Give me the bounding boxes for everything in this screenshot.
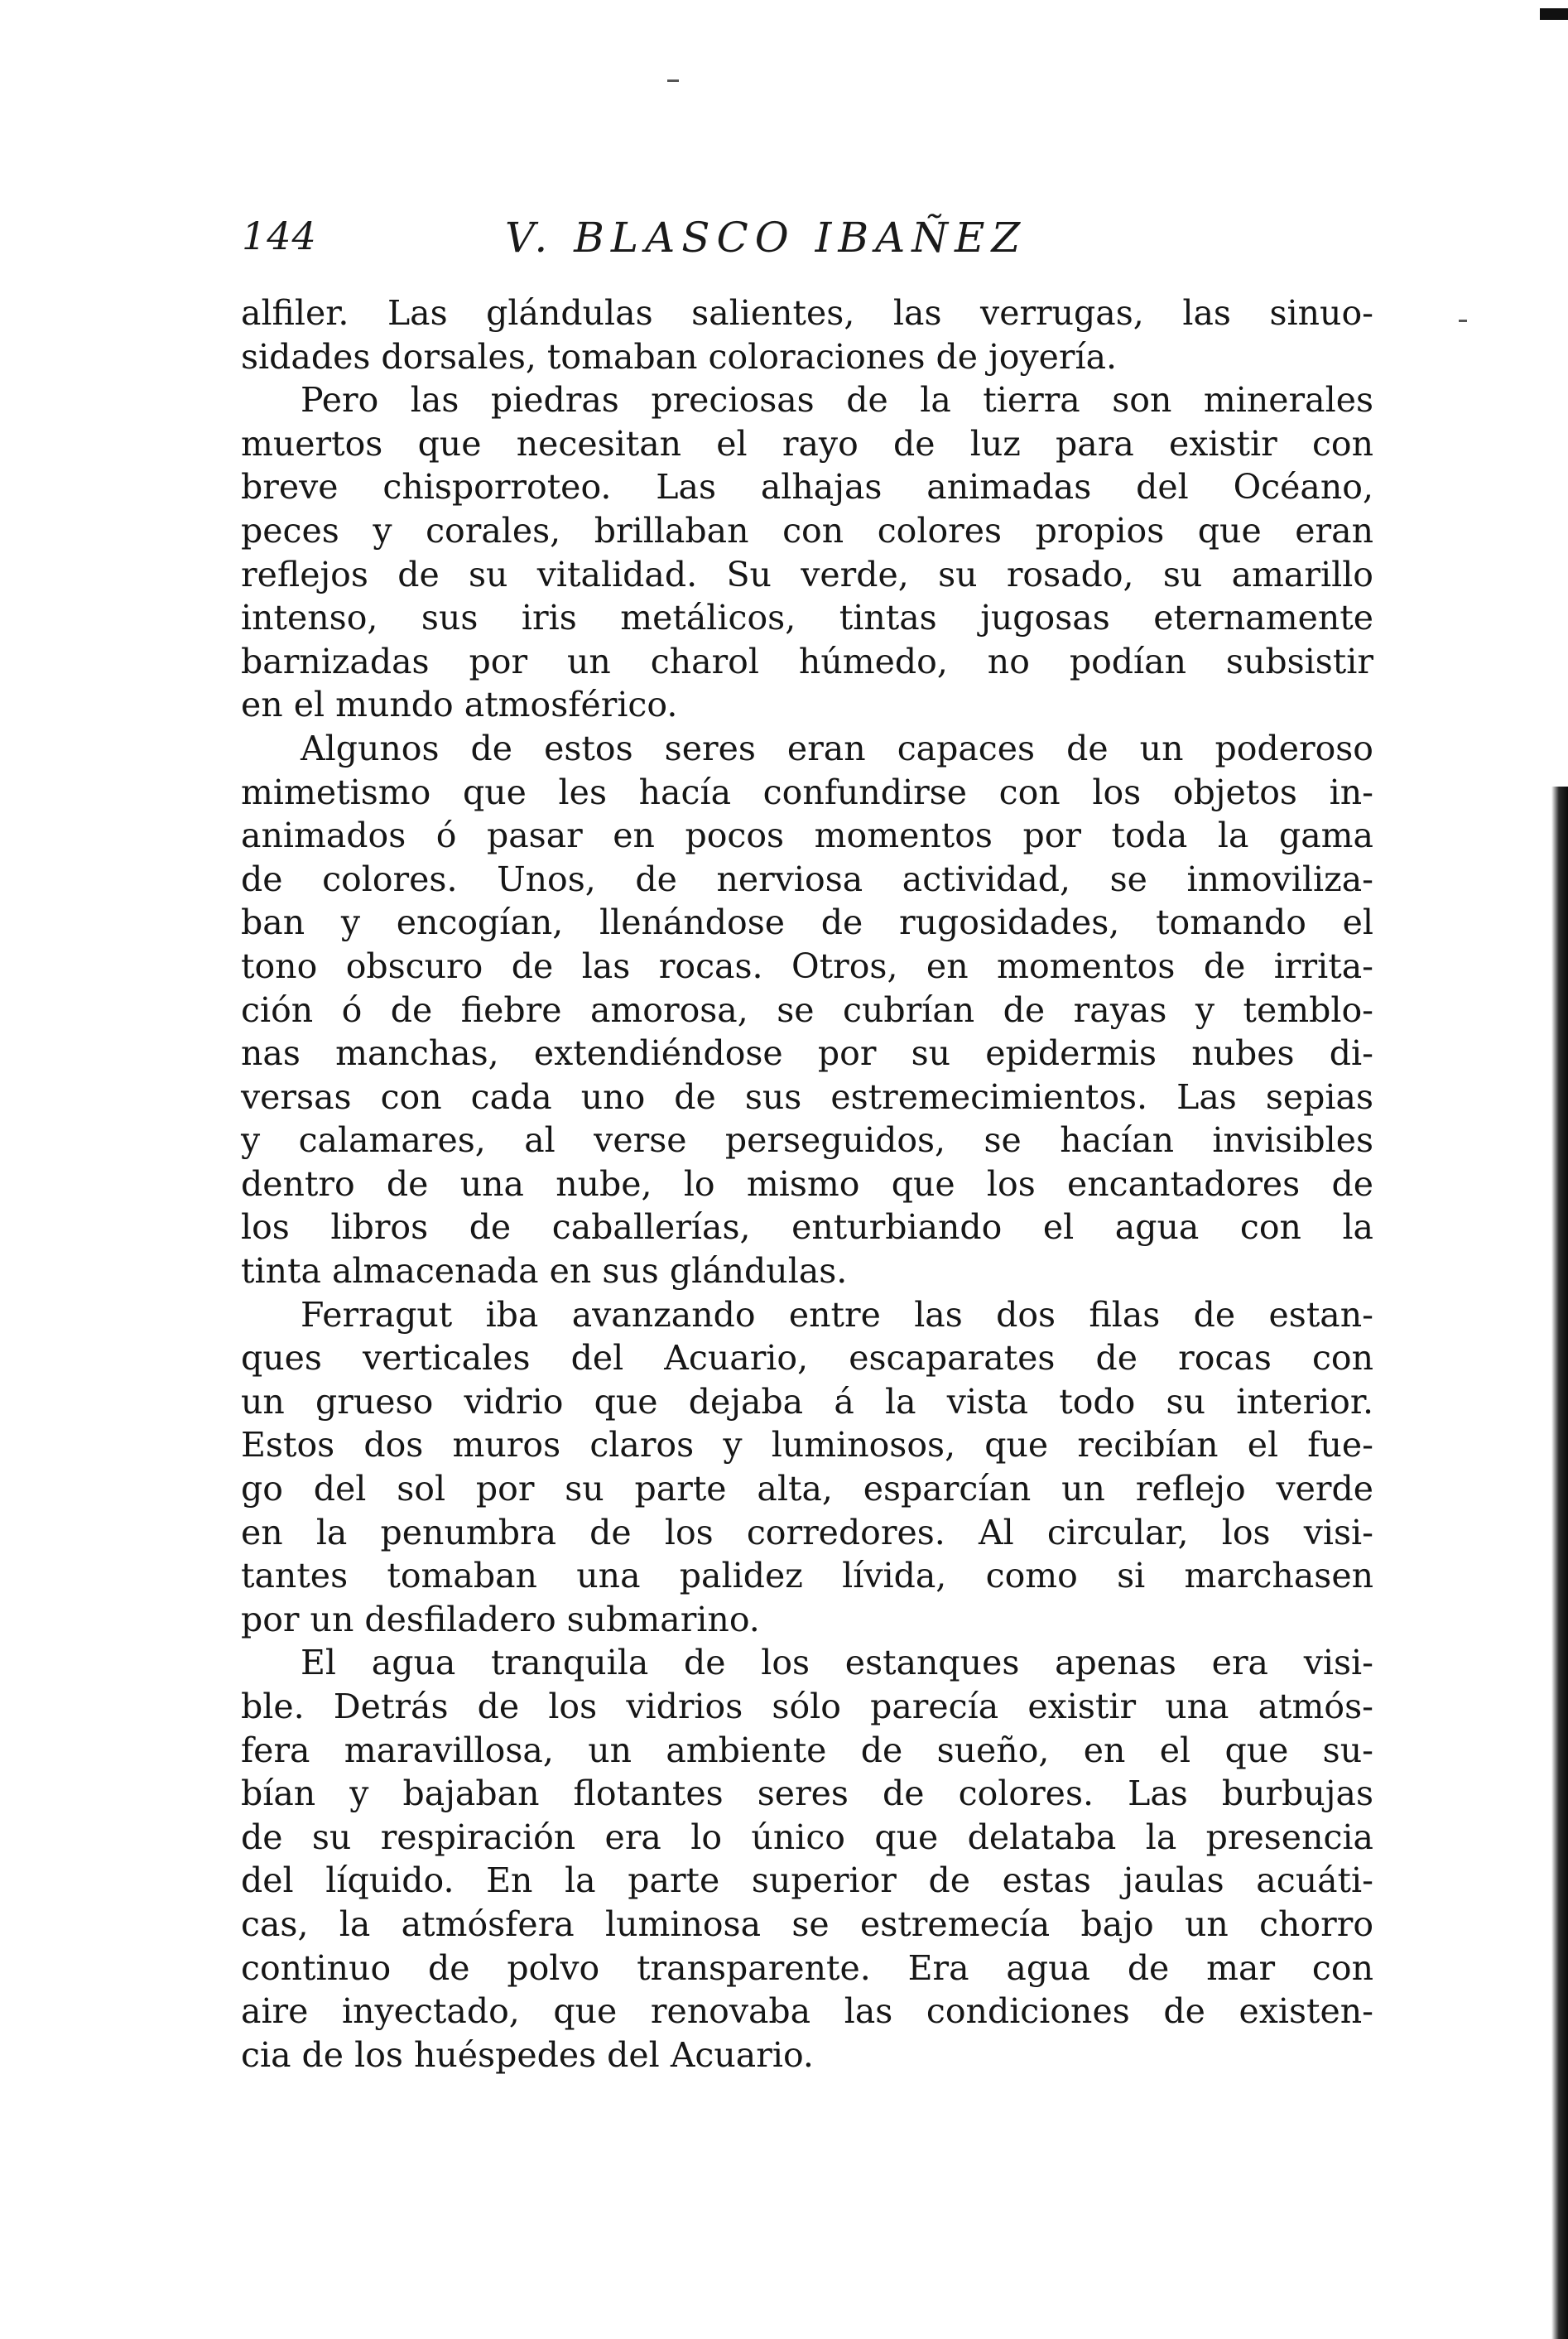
text-line: un grueso vidrio que dejaba á la vista todo su interior. — [241, 1381, 1373, 1422]
text-line: bían y bajaban flotantes seres de colores. Las burbujas — [241, 1774, 1373, 1814]
text-line: intenso, sus iris metálicos, tintas jugosas eternamente — [241, 598, 1373, 638]
text-line: peces y corales, brillaban con colores propios que eran — [241, 510, 1373, 551]
scan-edge-shadow — [1551, 787, 1568, 2339]
text-line: ble. Detrás de los vidrios sólo parecía existir una atmós- — [241, 1687, 1373, 1726]
text-line: Algunos de estos seres eran capaces de un poderoso — [301, 728, 1373, 768]
body-text — [241, 291, 1373, 2077]
text-line: ques verticales del Acuario, escaparates de rocas con — [241, 1338, 1373, 1379]
text-line: ción ó de fiebre amorosa, se cubrían de rayas y temblo- — [241, 989, 1373, 1030]
text-line: Ferragut iba avanzando entre las dos filas de estan- — [301, 1294, 1373, 1335]
text-line: ban y encogían, llenándose de rugosidades, tomando el — [241, 902, 1373, 943]
text-line: los libros de caballerías, enturbiando el agua con la — [241, 1207, 1373, 1248]
stray-ink-mark — [667, 79, 679, 82]
text-line: de su respiración era lo único que delataba la presencia — [241, 1817, 1373, 1857]
text-line: aire inyectado, que renovaba las condiciones de existen- — [241, 1991, 1373, 2032]
text-line: cia de los huéspedes del Acuario. — [241, 2034, 814, 2075]
text-line: y calamares, al verse perseguidos, se hacían invisibles — [241, 1120, 1373, 1161]
text-line: versas con cada uno de sus estremecimientos. Las sepias — [241, 1076, 1373, 1117]
text-line: dentro de una nube, lo mismo que los encantadores de — [241, 1163, 1373, 1204]
text-line: alfiler. Las glándulas salientes, las verrugas, las sinuo- — [241, 293, 1373, 333]
text-line: go del sol por su parte alta, esparcían un reflejo verde — [241, 1469, 1373, 1509]
text-line: muertos que necesitan el rayo de luz para existir con — [241, 423, 1373, 464]
text-line: del líquido. En la parte superior de estas jaulas acuáti- — [241, 1860, 1373, 1901]
text-line: tono obscuro de las rocas. Otros, en momentos de irrita- — [241, 946, 1373, 986]
text-line: de colores. Unos, de nerviosa actividad, se inmoviliza- — [241, 859, 1373, 899]
text-line: por un desfiladero submarino. — [241, 1599, 760, 1639]
page-header — [238, 197, 1373, 272]
text-line: El agua tranquila de los estanques apenas era visi- — [301, 1643, 1373, 1683]
page-number: 144 — [242, 214, 317, 258]
text-line: reflejos de su vitalidad. Su verde, su rosado, su amarillo — [241, 554, 1373, 594]
text-line: en el mundo atmosférico. — [241, 685, 678, 725]
text-line: barnizadas por un charol húmedo, no podían subsistir — [241, 641, 1373, 681]
text-line: animados ó pasar en pocos momentos por toda la gama — [241, 816, 1373, 856]
running-head: V. BLASCO IBAÑEZ — [505, 214, 1027, 262]
text-line: fera maravillosa, un ambiente de sueño, en el que su- — [241, 1730, 1373, 1770]
text-line: mimetismo que les hacía confundirse con los objetos in- — [241, 772, 1373, 812]
text-line: nas manchas, extendiéndose por su epidermis nubes di- — [241, 1033, 1373, 1074]
text-line: en la penumbra de los corredores. Al circular, los visi- — [241, 1512, 1373, 1552]
text-line: tantes tomaban una palidez lívida, como si marchasen — [241, 1556, 1373, 1596]
stray-ink-mark — [1459, 320, 1467, 322]
text-line: sidades dorsales, tomaban coloraciones de joyería. — [241, 336, 1118, 377]
text-line: Pero las piedras preciosas de la tierra son minerales — [301, 380, 1373, 421]
text-line: breve chisporroteo. Las alhajas animadas del Océano, — [241, 467, 1373, 508]
text-line: Estos dos muros claros y luminosos, que recibían el fue- — [241, 1425, 1373, 1465]
text-line: continuo de polvo transparente. Era agua de mar con — [241, 1947, 1373, 1988]
text-line: cas, la atmósfera luminosa se estremecía bajo un chorro — [241, 1903, 1373, 1944]
scan-edge-mark — [1540, 8, 1568, 20]
text-line: tinta almacenada en sus glándulas. — [241, 1251, 848, 1292]
